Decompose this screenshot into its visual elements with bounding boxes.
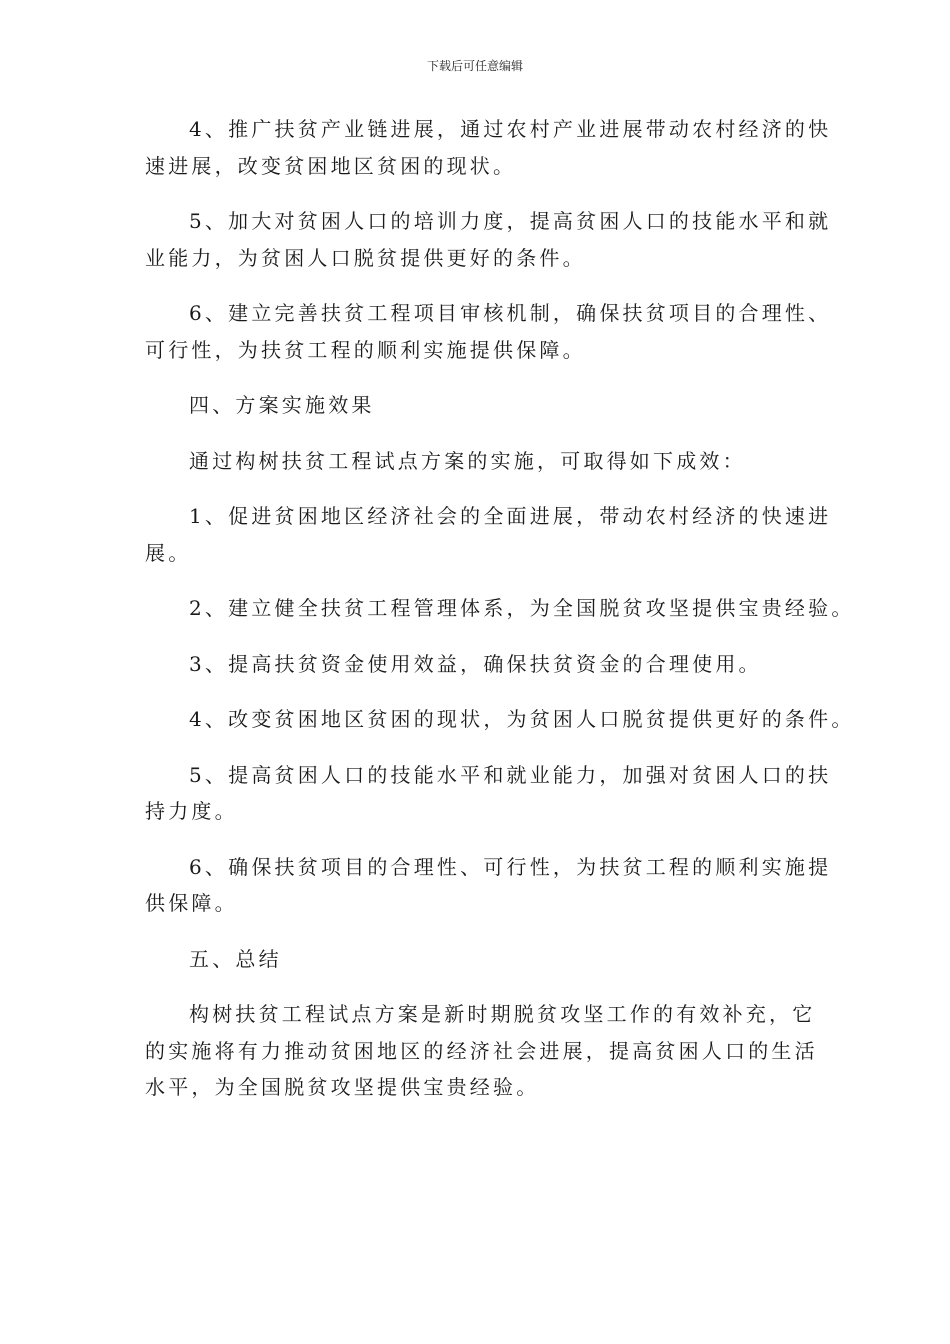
paragraph-effect-4: [145, 701, 855, 738]
text-line: 业能力，为贫困人口脱贫提供更好的条件。: [145, 245, 586, 270]
section-heading-text: 五、总结: [189, 946, 282, 971]
text-line: 展。: [145, 540, 192, 565]
section-heading-5: [145, 941, 817, 978]
text-line: 可行性，为扶贫工程的顺利实施提供保障。: [145, 337, 586, 362]
paragraph-effect-5: [145, 757, 832, 830]
text-line: 水平，为全国脱贫攻坚提供宝贵经验。: [145, 1075, 540, 1099]
text-line: 5、加大对贫困人口的培训力度，提高贫困人口的技能水平和就: [189, 209, 832, 233]
paragraph-effect-6: [145, 849, 832, 922]
text-line: 持力度。: [145, 799, 238, 823]
text-line: 5、提高贫困人口的技能水平和就业能力，加强对贫困人口的扶: [189, 762, 832, 787]
paragraph-item-5-training: [145, 203, 832, 276]
text-line: 的实施将有力推动贫困地区的经济社会进展，提高贫困人口的生活: [145, 1038, 818, 1063]
text-line: 6、确保扶贫项目的合理性、可行性，为扶贫工程的顺利实施提: [189, 854, 832, 879]
text-line: 供保障。: [145, 891, 238, 915]
text-line: 4、改变贫困地区贫困的现状，为贫困人口脱贫提供更好的条件。: [189, 707, 855, 731]
paragraph-item-4-industry-chain: [145, 111, 832, 184]
text-line: 2、建立健全扶贫工程管理体系，为全国脱贫攻坚提供宝贵经验。: [189, 596, 855, 620]
section-heading-text: 四、方案实施效果: [189, 393, 375, 417]
text-line: 速进展，改变贫困地区贫困的现状。: [145, 153, 517, 178]
text-line: 通过构树扶贫工程试点方案的实施，可取得如下成效：: [189, 448, 746, 473]
paragraph-effect-1: [145, 498, 832, 571]
text-line: 6、建立完善扶贫工程项目审核机制，确保扶贫项目的合理性、: [189, 301, 832, 325]
paragraph-item-6-review-mechanism: [145, 295, 832, 368]
paragraph-effect-3: [145, 646, 817, 683]
paragraph-summary: [145, 996, 817, 1106]
page-header: 下载后可任意编辑: [426, 59, 523, 73]
text-line: 1、促进贫困地区经济社会的全面进展，带动农村经济的快速进: [189, 504, 832, 528]
text-line: 构树扶贫工程试点方案是新时期脱贫攻坚工作的有效补充，它: [189, 1002, 816, 1026]
paragraph-intro-effects: [145, 443, 817, 480]
text-line: 4、推广扶贫产业链进展，通过农村产业进展带动农村经济的快: [189, 117, 832, 141]
text-line: 3、提高扶贫资金使用效益，确保扶贫资金的合理使用。: [189, 651, 762, 676]
paragraph-effect-2: [145, 590, 855, 627]
document-body: [145, 111, 855, 1125]
section-heading-4: [145, 387, 817, 424]
